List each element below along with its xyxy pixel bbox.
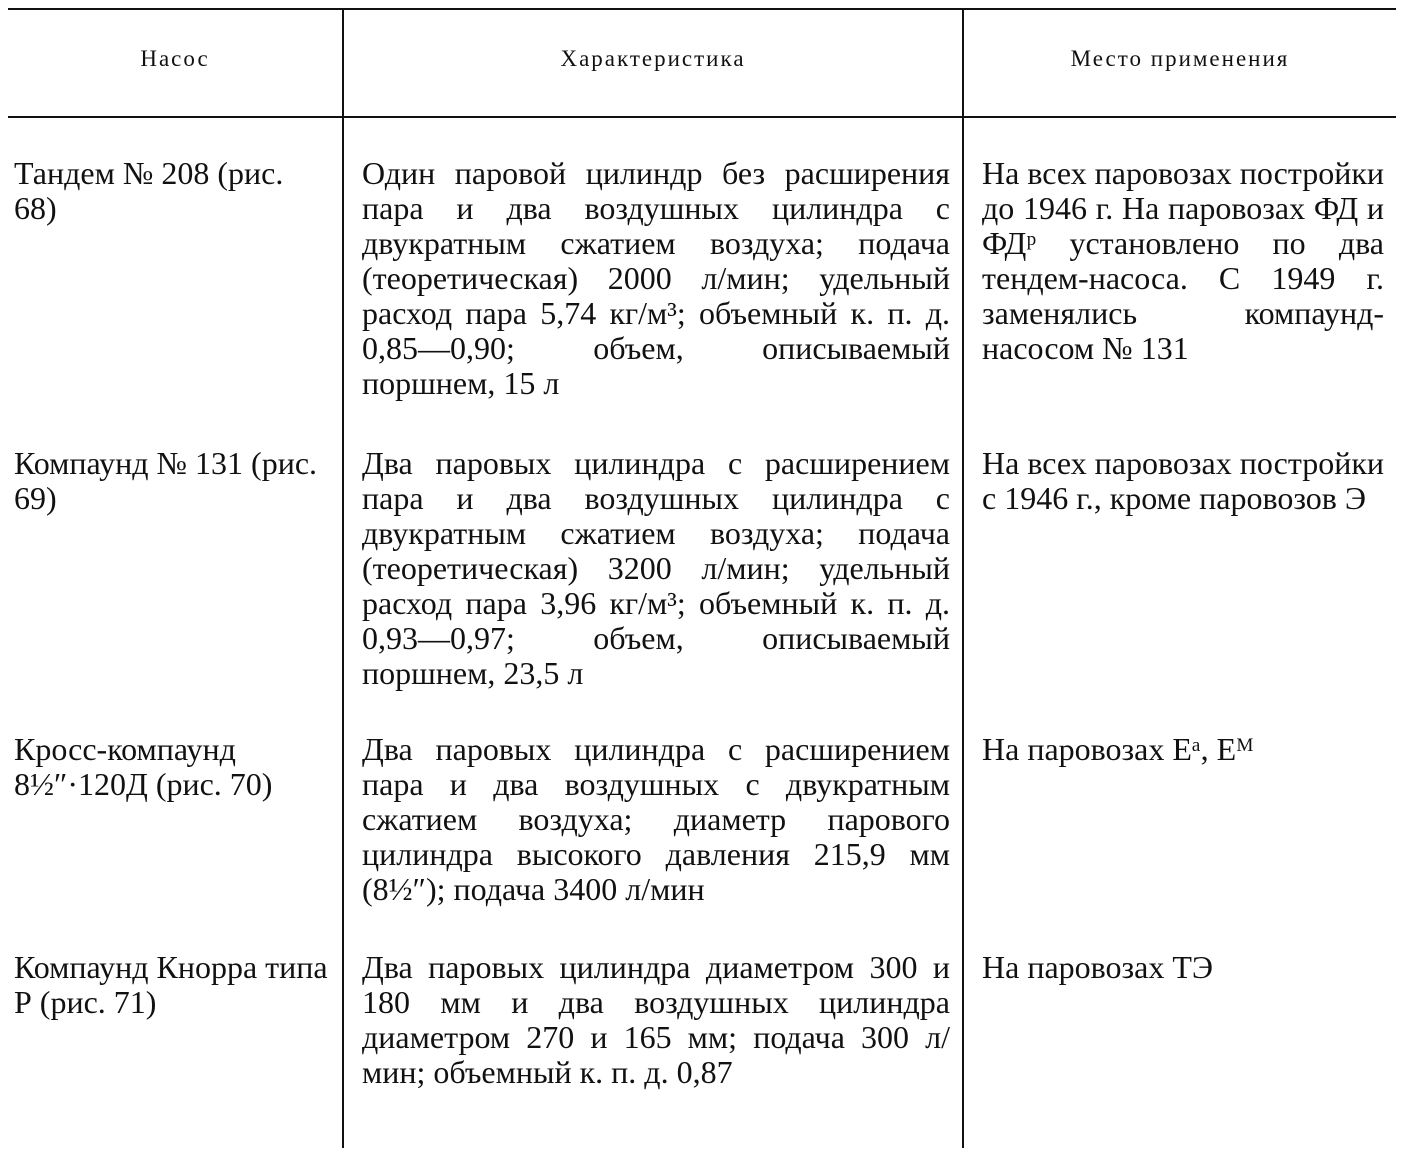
table-row-2-pump	[14, 446, 332, 516]
table-row-2-characteristic	[362, 446, 950, 691]
table-row-4-application	[982, 950, 1384, 985]
header-application-label: Место применения	[1070, 46, 1290, 71]
header-pump	[8, 0, 342, 118]
cell-text: На паровозах ТЭ	[982, 949, 1214, 985]
table-row-1-pump	[14, 156, 332, 226]
cell-text: На паровозах Еᵃ, Еᴹ	[982, 731, 1254, 767]
header-characteristic	[344, 0, 962, 118]
header-application	[964, 0, 1396, 118]
column-divider-1	[342, 8, 344, 1148]
cell-text: На всех паровозах постройки с 1946 г., кроме паровозов Э	[982, 445, 1384, 516]
cell-text: На всех паровозах постройки до 1946 г. На паровозах ФД и ФДᵖ установлено по два тендем-насоса. С 1949 г. заменялись компаунд-насосом № 131	[982, 155, 1384, 366]
header-pump-label: Насос	[140, 46, 210, 71]
table-row-1-application	[982, 156, 1384, 366]
table-row-3-characteristic	[362, 732, 950, 907]
cell-text: Один паровой цилиндр без расширения пара и два воздушных цилиндра с двукратным сжатием воздуха; подача (теоретическая) 2000 л/мин; удельный расход пара 5,74 кг/м³; объемный к. п. д. 0,85—0,90; объем, описываемый поршнем, 15 л	[362, 155, 950, 401]
cell-text: Два паровых цилиндра с расширением пара и два воздушных цилиндра с двукратным сжатием воздуха; подача (теоретическая) 3200 л/мин; удельный расход пара 3,96 кг/м³; объемный к. п. д. 0,93—0,97; объем, описываемый поршнем, 23,5 л	[362, 445, 950, 691]
cell-text: Два паровых цилиндра с расширением пара и два воздушных с двукратным сжатием воздуха; диаметр парового цилиндра высокого давления 215,9 мм (8½″); подача 3400 л/мин	[362, 731, 950, 907]
cell-text: Компаунд № 131 (рис. 69)	[14, 445, 318, 516]
table-row-2-application	[982, 446, 1384, 516]
table-row-1-characteristic	[362, 156, 950, 401]
table-row-3-application	[982, 732, 1384, 767]
cell-text: Компаунд Кнорра типа Р (рис. 71)	[14, 949, 328, 1020]
column-divider-2	[962, 8, 964, 1148]
cell-text: Кросс-компаунд 8½″·120Д (рис. 70)	[14, 731, 273, 802]
cell-text: Два паровых цилиндра диаметром 300 и 180 мм и два воздушных цилиндра диаметром 270 и 165 мм; подача 300 л/мин; объемный к. п. д. 0,87	[362, 949, 950, 1090]
cell-text: Тандем № 208 (рис. 68)	[14, 155, 284, 226]
table-row-4-pump	[14, 950, 332, 1020]
table-row-3-pump	[14, 732, 332, 802]
table-row-4-characteristic	[362, 950, 950, 1090]
header-characteristic-label: Характеристика	[560, 46, 746, 71]
